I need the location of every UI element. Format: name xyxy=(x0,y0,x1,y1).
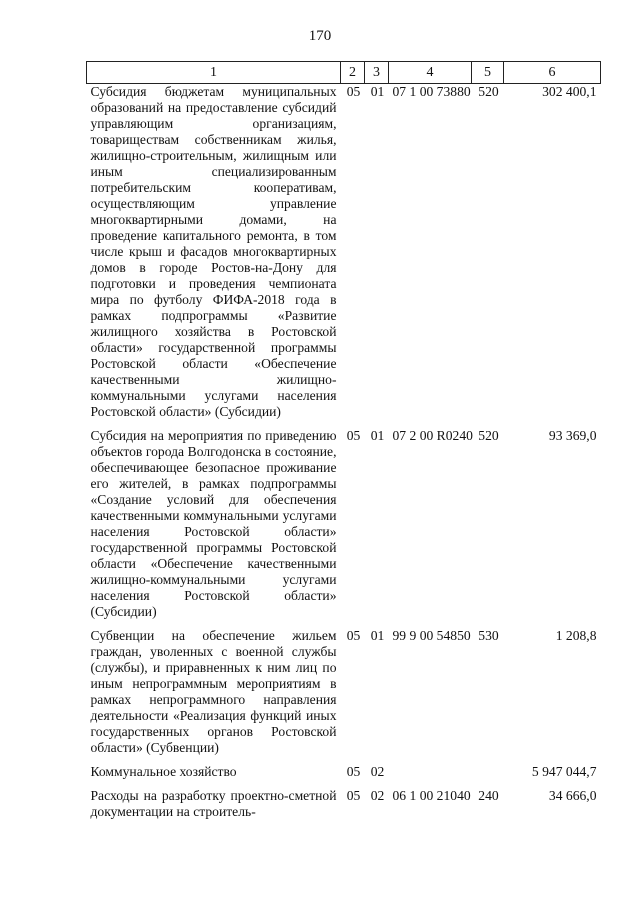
col-header-pr: 3 xyxy=(365,62,389,84)
row-sum: 34 666,0 xyxy=(548,788,597,803)
row-csr: 06 1 00 21040 xyxy=(392,788,471,803)
header-row xyxy=(87,62,601,84)
col-header-rz: 2 xyxy=(341,62,365,84)
row-vr: 520 xyxy=(478,428,499,443)
row-vr: 240 xyxy=(478,788,499,803)
row-csr xyxy=(389,764,472,788)
col-header-sum: 6 xyxy=(504,62,601,84)
table-row xyxy=(87,84,601,429)
row-sum: 1 208,8 xyxy=(555,628,597,643)
row-rz: 05 xyxy=(346,788,361,803)
row-pr: 01 xyxy=(370,84,385,99)
table-row xyxy=(87,788,601,828)
row-sum: 93 369,0 xyxy=(548,428,597,443)
row-rz: 05 xyxy=(346,428,361,443)
table-row xyxy=(87,428,601,628)
col-header-vr: 5 xyxy=(472,62,504,84)
row-vr: 520 xyxy=(478,84,499,99)
row-vr xyxy=(472,764,504,788)
row-sum: 5 947 044,7 xyxy=(531,764,597,779)
table-row xyxy=(87,628,601,764)
table-row xyxy=(87,764,601,788)
col-header-name: 1 xyxy=(87,62,341,84)
page-number: 170 xyxy=(308,28,332,44)
row-csr: 07 2 00 R0240 xyxy=(392,428,473,443)
row-csr: 07 1 00 73880 xyxy=(392,84,471,99)
row-name: Субсидия бюджетам муниципальных образований на предоставление субсидий управляющим организациям, товариществам собственникам жилья, жилищно-строительным, жилищным или иным специализированным потребительским кооперативам, осуществляющим управление многоквартирными домами, на проведение капитального ремонта, в том числе крыш и фасадов многоквартирных домов в городе Ростов-на-Дону для подготовки и проведения чемпионата мира по футболу ФИФА-2018 года в рамках подпрограммы «Развитие жилищного хозяйства в Ростовской области» государственной программы Ростовской области «Обеспечение качественными жилищно-коммунальными услугами населения Ростовской области» (Субсидии) xyxy=(90,84,337,419)
row-sum: 302 400,1 xyxy=(542,84,597,99)
row-rz: 05 xyxy=(346,628,361,643)
row-pr: 02 xyxy=(370,788,385,803)
row-pr: 02 xyxy=(370,764,385,779)
row-name: Коммунальное хозяйство xyxy=(90,764,237,779)
row-name: Расходы на разработку проектно-сметной документации на строитель- xyxy=(90,788,337,819)
col-header-csr: 4 xyxy=(389,62,472,84)
row-name: Субсидия на мероприятия по приведению объектов города Волгодонска в состояние, обеспечивающее безопасное проживание его жителей, в рамках подпрограммы «Создание условий для обеспечения качественными коммунальными услугами населения Ростовской области» государственной программы Ростовской области «Обеспечение качественными жилищно-коммунальными услугами населения Ростовской области» (Субсидии) xyxy=(90,428,337,619)
row-pr: 01 xyxy=(370,428,385,443)
row-vr: 530 xyxy=(478,628,499,643)
row-rz: 05 xyxy=(346,84,361,99)
row-pr: 01 xyxy=(370,628,385,643)
budget-table xyxy=(86,61,601,828)
row-csr: 99 9 00 54850 xyxy=(392,628,471,643)
row-rz: 05 xyxy=(346,764,361,779)
row-name: Субвенции на обеспечение жильем граждан, уволенных с военной службы (службы), и приравненных к ним лиц по иным непрограммным мероприятиям в рамках непрограммного направления деятельности «Реализация функций иных государственных органов Ростовской области» (Субвенции) xyxy=(90,628,337,755)
